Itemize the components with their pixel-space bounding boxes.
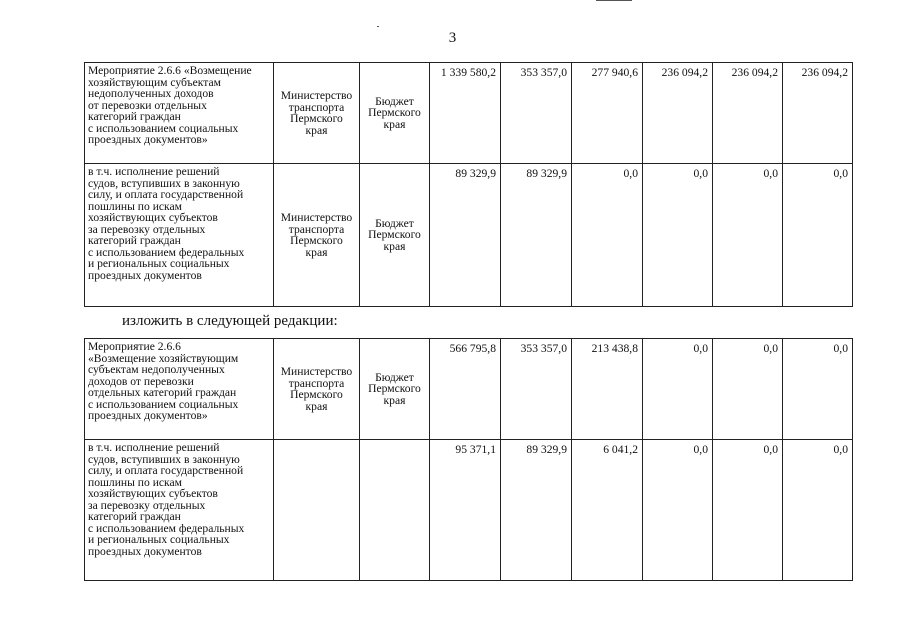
cell-text-line: с использованием федеральных — [88, 245, 245, 259]
cell-text-line: категорий граждан — [88, 234, 181, 247]
cell-text-line: Пермского — [368, 106, 421, 120]
cell-text-line: в т.ч. исполнение решений — [88, 441, 220, 454]
cell-text-line: Пермского — [290, 112, 343, 125]
amount-cell: 0,0 — [783, 440, 853, 581]
cell-text-line: субъектам недополученных — [88, 363, 225, 376]
amount-cell: 0,0 — [643, 164, 713, 307]
cell-text-line: отдельных категорий граждан — [88, 386, 237, 399]
cell-text-line: Мероприятие 2.6.6 «Возмещение — [88, 64, 252, 77]
amount-cell: 236 094,2 — [713, 63, 783, 164]
cell-text-line: доходов от перевозки — [88, 374, 194, 388]
cell-text-line: Пермского — [368, 228, 421, 242]
cell-text-line: проездных документов — [88, 268, 202, 282]
cell-text-line: Пермского — [290, 234, 343, 247]
cell-text-line: с использованием федеральных — [88, 521, 245, 535]
amount-cell: 89 329,9 — [501, 164, 572, 307]
new-edition-table — [84, 338, 853, 581]
executor-cell — [274, 164, 360, 307]
current-edition-table — [84, 62, 853, 307]
cell-text-line: края — [305, 399, 328, 413]
cell-text-line: и региональных социальных — [88, 533, 230, 546]
cell-text-line: с использованием социальных — [88, 121, 239, 135]
cell-text-line: силу, и оплата государственной — [88, 464, 244, 477]
cell-text-line: «Возмещение хозяйствующим — [88, 351, 239, 365]
cell-text-line: транспорта — [288, 376, 345, 390]
amount-cell: 0,0 — [643, 339, 713, 440]
funding-source-cell — [360, 63, 430, 164]
amount-cell: 213 438,8 — [572, 339, 643, 440]
amount-cell: 566 795,8 — [430, 339, 501, 440]
funding-source-cell — [360, 339, 430, 440]
cell-text-line: хозяйствующим субъектам — [88, 75, 221, 89]
scan-mark — [377, 26, 379, 27]
cell-text-line: края — [383, 117, 406, 131]
cell-text-line: в т.ч. исполнение решений — [88, 165, 220, 178]
table-row — [85, 339, 853, 440]
amount-cell: 89 329,9 — [501, 440, 572, 581]
amount-cell: 277 940,6 — [572, 63, 643, 164]
amount-cell: 6 041,2 — [572, 440, 643, 581]
amount-cell: 236 094,2 — [783, 63, 853, 164]
scan-mark — [596, 0, 632, 1]
amount-cell: 0,0 — [713, 440, 783, 581]
cell-text-line: с использованием социальных — [88, 397, 239, 411]
cell-text-line: Бюджет — [375, 370, 414, 384]
amount-cell: 236 094,2 — [643, 63, 713, 164]
cell-text-line: Министерство — [280, 211, 353, 224]
cell-text-line: Министерство — [280, 365, 353, 378]
amount-cell: 1 339 580,2 — [430, 63, 501, 164]
cell-text-line: Бюджет — [375, 94, 414, 108]
executor-cell — [274, 440, 360, 581]
amount-cell: 0,0 — [783, 164, 853, 307]
activity-description-cell — [85, 339, 274, 440]
table-row — [85, 164, 853, 307]
executor-cell — [274, 339, 360, 440]
amount-cell: 0,0 — [713, 339, 783, 440]
cell-text-line: категорий граждан — [88, 510, 181, 523]
amount-cell: 0,0 — [713, 164, 783, 307]
cell-text-line: недополученных доходов — [88, 87, 214, 100]
executor-cell — [274, 63, 360, 164]
amount-cell: 89 329,9 — [430, 164, 501, 307]
cell-text-line: Пермского — [290, 388, 343, 401]
cell-text-line: транспорта — [288, 100, 345, 114]
cell-text-line: проездных документов» — [88, 409, 208, 422]
cell-text-line: края — [383, 239, 406, 253]
amount-cell: 95 371,1 — [430, 440, 501, 581]
cell-text-line: проездных документов — [88, 544, 202, 558]
cell-text-line: проездных документов» — [88, 133, 208, 146]
funding-source-cell — [360, 164, 430, 307]
cell-text-line: хозяйствующих субъектов — [88, 211, 218, 224]
cell-text-line: пошлины по искам — [88, 199, 183, 213]
cell-text-line: от перевозки отдельных — [88, 98, 207, 112]
cell-text-line: за перевозку отдельных — [88, 498, 206, 512]
amount-cell: 353 357,0 — [501, 63, 572, 164]
activity-description-cell — [85, 63, 274, 164]
cell-text-line: судов, вступивших в законную — [88, 176, 240, 190]
cell-text-line: Мероприятие 2.6.6 — [88, 340, 181, 353]
cell-text-line: хозяйствующих субъектов — [88, 487, 218, 500]
cell-text-line: и региональных социальных — [88, 257, 230, 270]
cell-text-line: края — [305, 245, 328, 259]
cell-text-line: Бюджет — [375, 216, 414, 230]
activity-description-cell — [85, 164, 274, 307]
cell-text-line: транспорта — [288, 222, 345, 236]
table-row — [85, 63, 853, 164]
activity-description-cell — [85, 440, 274, 581]
cell-text-line: категорий граждан — [88, 110, 181, 123]
table-row — [85, 440, 853, 581]
amount-cell: 353 357,0 — [501, 339, 572, 440]
funding-source-cell — [360, 440, 430, 581]
cell-text-line: Пермского — [368, 382, 421, 396]
cell-text-line: за перевозку отдельных — [88, 222, 206, 236]
cell-text-line: пошлины по искам — [88, 475, 183, 489]
amount-cell: 0,0 — [643, 440, 713, 581]
amount-cell: 0,0 — [783, 339, 853, 440]
cell-text-line: силу, и оплата государственной — [88, 188, 244, 201]
cell-text-line: края — [305, 123, 328, 137]
cell-text-line: края — [383, 393, 406, 407]
amount-cell: 0,0 — [572, 164, 643, 307]
page-number: 3 — [448, 30, 457, 46]
cell-text-line: судов, вступивших в законную — [88, 452, 240, 466]
instruction-text: изложить в следующей редакции: — [122, 313, 338, 329]
cell-text-line: Министерство — [280, 89, 353, 102]
